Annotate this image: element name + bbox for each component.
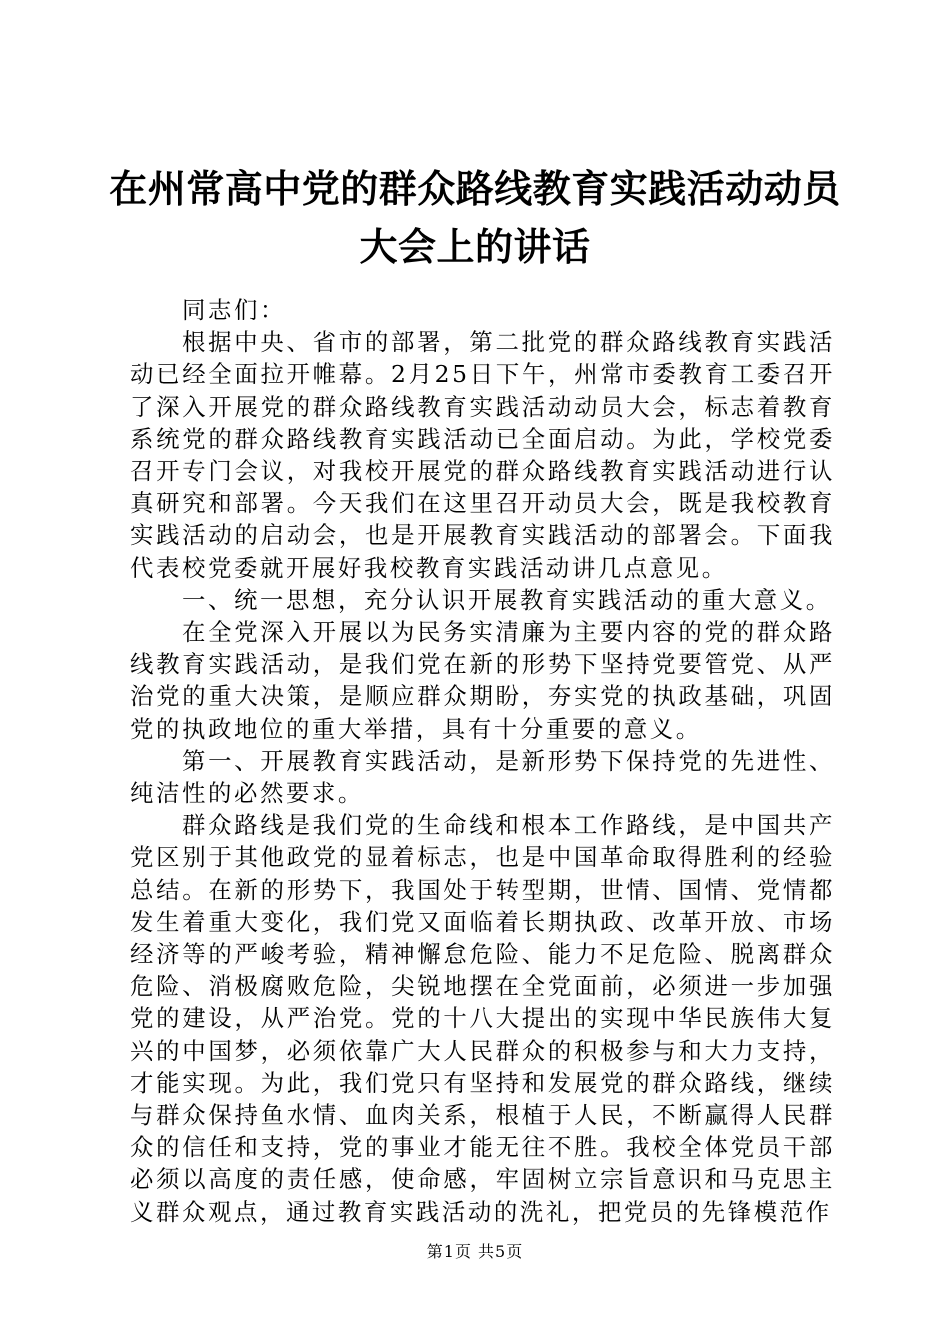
section-heading-1: 一、统一思想，充分认识开展教育实践活动的重大意义。 [182,585,832,614]
document-title: 在州常高中党的群众路线教育实践活动动员大会上的讲话 [109,166,841,269]
paragraph-intro: 根据中央、省市的部署，第二批党的群众路线教育实践活动已经全面拉开帷幕。2月25日下午，州常市委教育工委召开了深入开展党的群众路线教育实践活动动员大会，标志着教育系统党的群众路线教育实践活动已全面启动。为此，学校党委召开专门会议，对我校开展党的群众路线教育实践活动进行认真研究和部署。今天我们在这里召开动员大会，既是我校教育实践活动的启动会，也是开展教育实践活动的部署会。下面我代表校党委就开展好我校教育实践活动讲几点意见。 [130,328,835,582]
paragraph-mass-line: 群众路线是我们党的生命线和根本工作路线，是中国共产党区别于其他政党的显着标志，也是中国革命取得胜利的经验总结。在新的形势下，我国处于转型期，世情、国情、党情都发生着重大变化，我们党又面临着长期执政、改革开放、市场经济等的严峻考验，精神懈怠危险、能力不足危险、脱离群众危险、消极腐败危险，尖锐地摆在全党面前，必须进一步加强党的建设，从严治党。党的十八大提出的实现中华民族伟大复兴的中国梦，必须依靠广大人民群众的积极参与和大力支持，才能实现。为此，我们党只有坚持和发展党的群众路线，继续与群众保持鱼水情、血肉关系，根植于人民，不断赢得人民群众的信任和支持，党的事业才能无往不胜。我校全体党员干部必须以高度的责任感，使命感，牢固树立宗旨意识和马克思主义群众观点，通过教育实践活动的洗礼，把党员的先锋模范作 [130,811,835,1226]
salutation: 同志们： [182,296,286,324]
paragraph-significance: 在全党深入开展以为民务实清廉为主要内容的党的群众路线教育实践活动，是我们党在新的形势下坚持党要管党、从严治党的重大决策，是顺应群众期盼，夯实党的执政基础，巩固党的执政地位的重大举措，具有十分重要的意义。 [130,618,835,743]
subsection-heading-1: 第一、开展教育实践活动，是新形势下保持党的先进性、纯洁性的必然要求。 [130,746,835,808]
page-number: 第1页 共5页 [426,1242,524,1261]
document-body [130,294,835,1228]
